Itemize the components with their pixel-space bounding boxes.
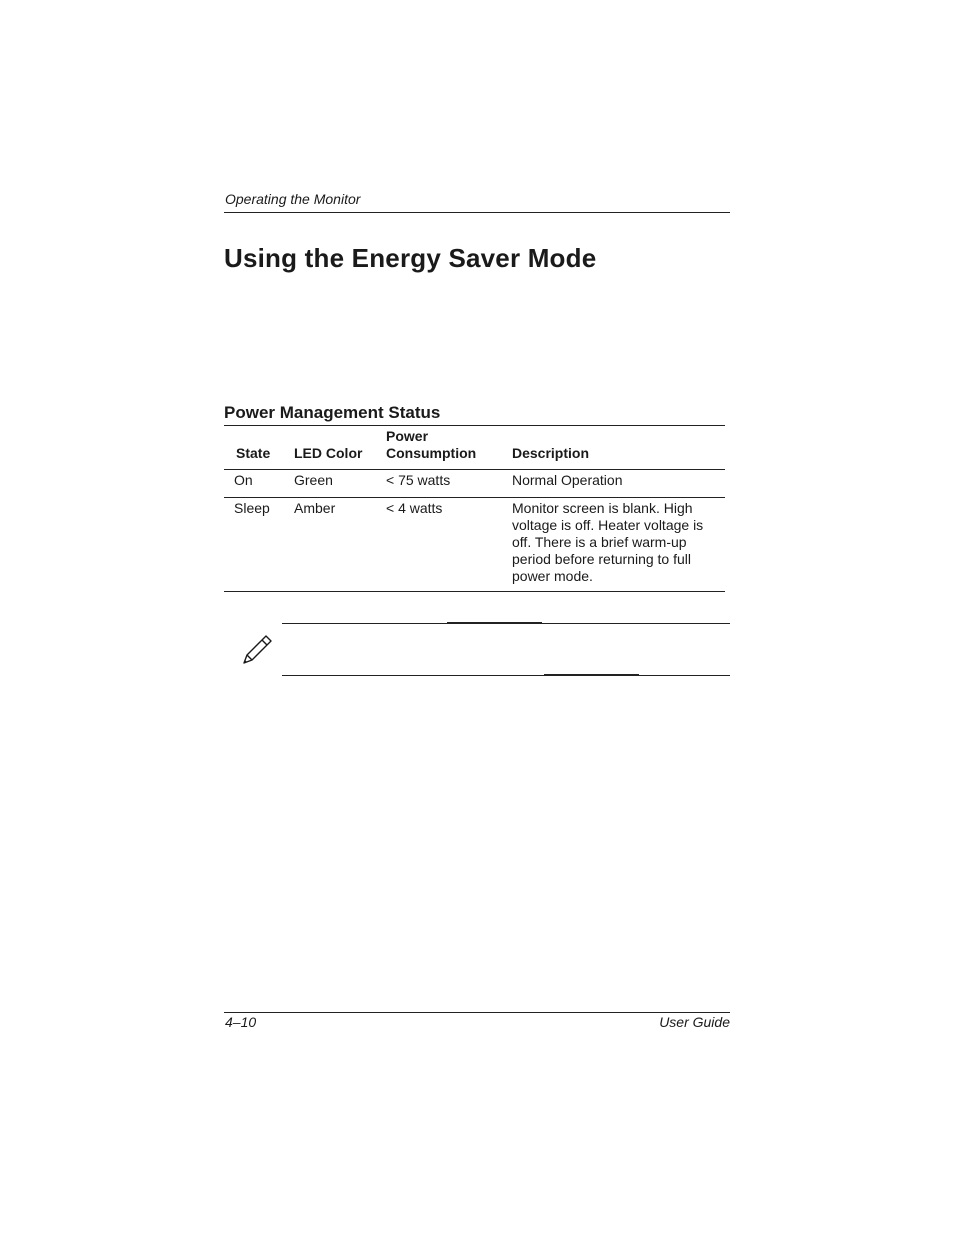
- column-header-led-color: LED Color: [294, 445, 363, 461]
- cell-state: Sleep: [234, 500, 270, 516]
- page-title: Using the Energy Saver Mode: [224, 243, 597, 273]
- cell-led-color: Amber: [294, 500, 336, 516]
- note-rule-top-accent: [447, 622, 542, 623]
- cell-power: < 75 watts: [386, 472, 451, 488]
- column-header-description: Description: [512, 445, 590, 461]
- note-rule-bottom-accent: [544, 674, 639, 675]
- footer-document-name: User Guide: [659, 1014, 730, 1030]
- cell-state: On: [234, 472, 253, 488]
- running-head: Operating the Monitor: [225, 191, 361, 207]
- pencil-note-icon: [240, 631, 276, 667]
- power-management-table: [224, 425, 725, 592]
- header-rule: [224, 212, 730, 213]
- cell-description: Normal Operation: [512, 472, 623, 488]
- power-header-line2: Consumption: [386, 445, 477, 461]
- note-rule-top: [282, 623, 730, 624]
- page-number: 4–10: [225, 1014, 257, 1030]
- column-header-state: State: [236, 445, 271, 461]
- cell-description: Monitor screen is blank. High voltage is off. Heater voltage is off. There is a brief warm-up period before returning to full power mode.: [512, 500, 704, 584]
- table-row: [224, 470, 725, 498]
- cell-led-color: Green: [294, 472, 333, 488]
- footer-rule: [224, 1012, 730, 1013]
- table-row: [224, 498, 725, 592]
- table-caption: Power Management Status: [224, 403, 441, 422]
- table-header-row: [224, 426, 725, 470]
- power-header-line1: Power: [386, 428, 429, 444]
- column-header-power-consumption: [386, 426, 512, 470]
- note-rule-bottom: [282, 675, 730, 676]
- cell-power: < 4 watts: [386, 500, 443, 516]
